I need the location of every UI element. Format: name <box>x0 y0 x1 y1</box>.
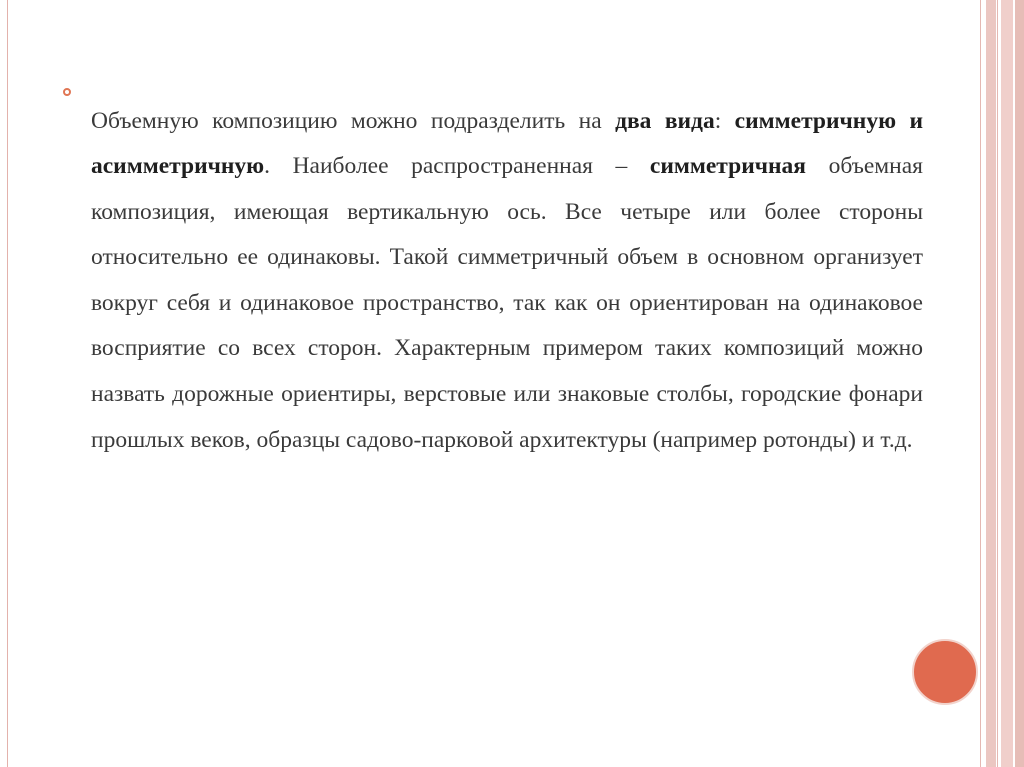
bold-term: симметричная <box>649 153 807 180</box>
bold-term: два вида <box>615 107 715 134</box>
bullet-icon <box>63 88 71 96</box>
right-stripe <box>980 0 981 767</box>
text-run: : <box>714 107 735 134</box>
bold-term: симметричную и асимметричную <box>91 107 923 180</box>
text-run: объемная композиция, имеющая вертикальную ось. Все четыре или более стороны относительно ее одинаковы. Такой симметричный объем в основном организует вокруг себя и одинаковое пространство, так как он ориентирован на одинаковое восприятие со всех сторон. Характерным примером таких композиций можно назвать дорожные ориентиры, верстовые или знаковые столбы, городские фонари прошлых веков, образцы садово-парковой архитектуры (например ротонды) и т.д. <box>91 153 923 453</box>
right-stripe <box>1001 0 1013 767</box>
left-border-line <box>7 0 8 767</box>
right-stripe <box>997 0 998 767</box>
text-run: . Наиболее распространенная – <box>264 153 650 180</box>
text-run: Объемную композицию можно подразделить на <box>91 107 616 134</box>
right-stripe <box>986 0 996 767</box>
right-stripe <box>1015 0 1024 767</box>
body-paragraph <box>91 99 923 464</box>
decorative-circle <box>912 639 978 705</box>
